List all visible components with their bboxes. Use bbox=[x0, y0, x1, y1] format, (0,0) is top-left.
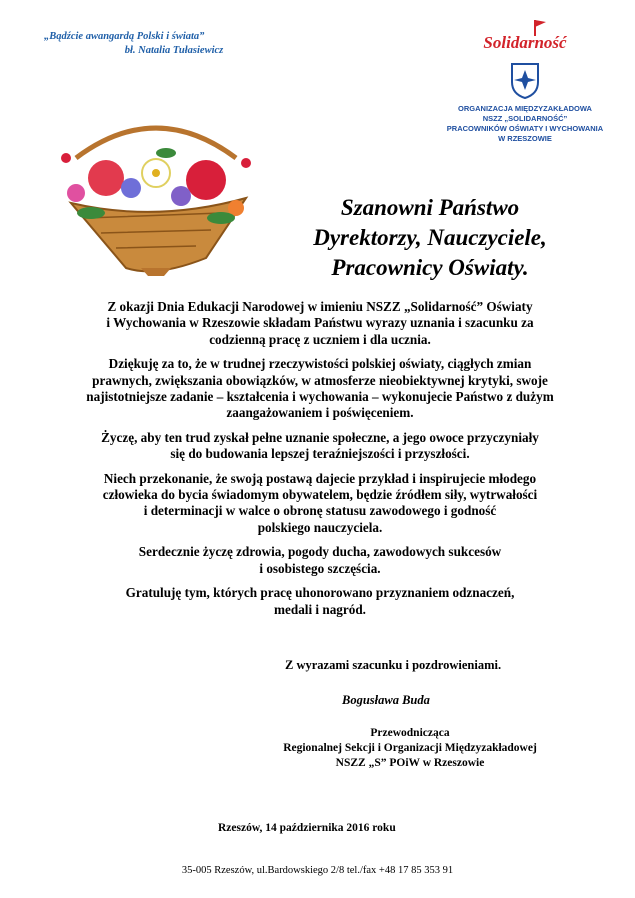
text-line: Gratuluję tym, których pracę uhonorowano przyznaniem odznaczeń, bbox=[125, 585, 515, 601]
motto bbox=[44, 30, 274, 58]
motto-quote: „Bądźcie awangardą Polski i świata” bbox=[44, 31, 205, 42]
title-line: Przewodnicząca bbox=[370, 727, 450, 739]
solidarnosc-wordmark-icon bbox=[480, 18, 570, 58]
title-line: Regionalnej Sekcji i Organizacji Międzyzakładowej bbox=[283, 742, 537, 754]
text-line: zaangażowaniem i poświęceniem. bbox=[226, 405, 414, 421]
motto-author: bł. Natalia Tułasiewicz bbox=[124, 45, 224, 56]
text-line: człowieka do bycia świadomym obywatelem, będzie źródłem siły, wytrwałości bbox=[102, 487, 538, 503]
text-line: Życzę, aby ten trud zyskał pełne uznanie społeczne, a jego owoce przyczyniały bbox=[101, 429, 539, 445]
greeting bbox=[300, 193, 560, 283]
letter-body bbox=[40, 299, 600, 626]
paragraph-4 bbox=[40, 471, 600, 537]
text-line: Dziękuję za to, że w trudnej rzeczywistości polskiej oświaty, ciągłych zmian bbox=[108, 356, 532, 372]
text-line: codzienną pracę z uczniem i dla ucznia. bbox=[209, 331, 431, 347]
paragraph-1 bbox=[40, 299, 600, 348]
org-line: PRACOWNIKÓW OŚWIATY I WYCHOWANIA bbox=[446, 124, 604, 133]
text-line: Z okazji Dnia Edukacji Narodowej w imieniu NSZZ „Solidarność” Oświaty bbox=[107, 299, 533, 314]
logo-wordmark-text: Solidarność bbox=[483, 33, 567, 52]
solidarnosc-logo bbox=[440, 18, 610, 144]
signatory-title bbox=[230, 726, 590, 771]
text-line: polskiego nauczyciela. bbox=[257, 519, 383, 535]
text-line: najistotniejsze zadanie – kształcenia i wychowania – wykonujecie Państwo z dużym bbox=[86, 389, 554, 405]
paragraph-3 bbox=[40, 430, 600, 463]
text-line: prawnych, zwiększania obowiązków, w atmosferze nieobiektywnej krytyki, swoje bbox=[92, 372, 548, 388]
greeting-line: Szanowni Państwo bbox=[340, 195, 520, 220]
organization-name bbox=[440, 104, 610, 144]
text-line: się do budowania lepszej teraźniejszości i przyszłości. bbox=[170, 446, 470, 462]
org-line: NSZZ „SOLIDARNOŚĆ” bbox=[482, 114, 568, 123]
regional-emblem-icon bbox=[508, 60, 542, 100]
org-line: ORGANIZACJA MIĘDZYZAKŁADOWA bbox=[458, 104, 592, 113]
greeting-line: Dyrektorzy, Nauczyciele, bbox=[313, 225, 547, 250]
paragraph-2 bbox=[40, 356, 600, 422]
title-line: NSZZ „S” POiW w Rzeszowie bbox=[335, 757, 485, 769]
text-line: Niech przekonanie, że swoją postawą dajecie przykład i inspirujecie młodego bbox=[103, 470, 537, 486]
paragraph-6 bbox=[40, 585, 600, 618]
paragraph-5 bbox=[40, 544, 600, 577]
org-line: W RZESZOWIE bbox=[498, 134, 552, 143]
signature-name: Bogusława Buda bbox=[342, 693, 430, 707]
greeting-line: Pracownicy Oświaty. bbox=[331, 255, 529, 280]
regards-line: Z wyrazami szacunku i pozdrowieniami. bbox=[285, 658, 502, 672]
text-line: medali i nagród. bbox=[274, 601, 366, 617]
place-date: Rzeszów, 14 października 2016 roku bbox=[218, 822, 396, 834]
text-line: Serdecznie życzę zdrowia, pogody ducha, zawodowych sukcesów bbox=[138, 544, 502, 560]
flower-basket-image bbox=[46, 118, 266, 278]
text-line: i osobistego szczęścia. bbox=[259, 560, 381, 576]
text-line: i determinacji w walce o obronę statusu zawodowego i godność bbox=[143, 503, 497, 519]
text-line: i Wychowania w Rzeszowie składam Państwu wyrazy uznania i szacunku za bbox=[106, 315, 534, 331]
footer-address: 35-005 Rzeszów, ul.Bardowskiego 2/8 tel./fax +48 17 85 353 91 bbox=[181, 865, 454, 876]
